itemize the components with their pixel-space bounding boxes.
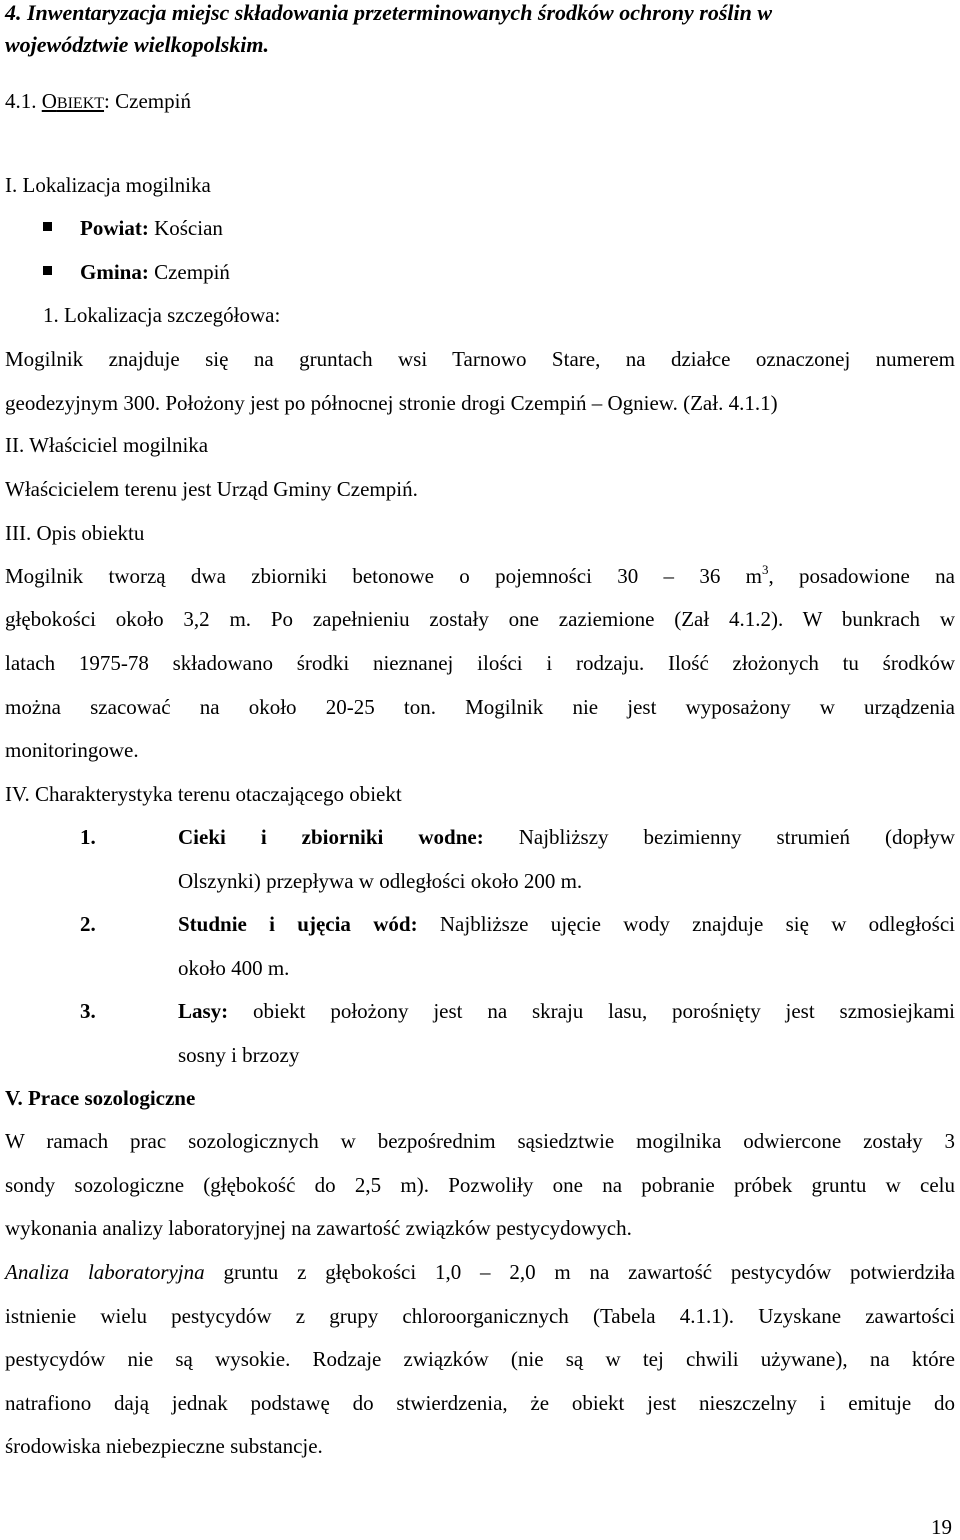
section-1-title: I. Lokalizacja mogilnika xyxy=(5,173,211,197)
gmina-value: Czempiń xyxy=(154,260,230,284)
desc-line3: latach 1975-78 składowano środki nieznanej ilości i rodzaju. Ilość złożonych tu środków xyxy=(5,651,955,675)
detail-title: 1. Lokalizacja szczegółowa: xyxy=(43,303,281,327)
item-2-line1: Studnie i ujęcia wód: Najbliższe ujęcie wody znajduje się w odległości xyxy=(178,912,955,936)
powiat-value: Kościan xyxy=(154,216,223,240)
item-3-line1: Lasy: obiekt położony jest na skraju lasu, porośnięty jest szmosiejkami xyxy=(178,999,955,1023)
section-4-title: IV. Charakterystyka terenu otaczającego obiekt xyxy=(5,782,402,806)
item-2-number: 2. xyxy=(80,912,96,936)
section-heading-line1: 4. Inwentaryzacja miejsc składowania przeterminowanych środków ochrony roślin w xyxy=(5,0,773,25)
works-p2-line4: natrafiono dają jednak podstawę do stwierdzenia, że obiekt jest nieszczelny i emituje do xyxy=(5,1391,955,1415)
powiat-label: Powiat: xyxy=(80,216,149,240)
bullet-icon xyxy=(43,266,52,275)
detail-line2: geodezyjnym 300. Położony jest po północnej stronie drogi Czempiń – Ogniew. (Zał. 4.1.1) xyxy=(5,391,778,415)
object-name: Czempiń xyxy=(115,89,191,113)
object-number: 4.1. xyxy=(5,89,37,113)
item-1-line1: Cieki i zbiorniki wodne: Najbliższy bezimienny strumień (dopływ xyxy=(178,825,955,849)
powiat-row xyxy=(80,215,223,241)
item-2-line2: około 400 m. xyxy=(178,956,290,980)
item-1-number: 1. xyxy=(80,825,96,849)
gmina-row xyxy=(80,259,230,285)
object-heading: 4.1. OBIEKT: Czempiń xyxy=(5,89,191,113)
detail-line1: Mogilnik znajduje się na gruntach wsi Tarnowo Stare, na działce oznaczonej numerem xyxy=(5,347,955,371)
page-number: 19 xyxy=(931,1515,952,1539)
item-1-line2: Olszynki) przepływa w odległości około 200 m. xyxy=(178,869,583,893)
section-heading-line2: województwie wielkopolskim. xyxy=(5,32,270,57)
item-3-number: 3. xyxy=(80,999,96,1023)
owner-text: Właścicielem terenu jest Urząd Gminy Czempiń. xyxy=(5,477,418,501)
section-2-title: II. Właściciel mogilnika xyxy=(5,433,209,457)
desc-line5: monitoringowe. xyxy=(5,738,139,762)
superscript: 3 xyxy=(761,562,769,577)
works-p1-line1: W ramach prac sozologicznych w bezpośrednim sąsiedztwie mogilnika odwiercone zostały 3 xyxy=(5,1129,955,1153)
desc-line2: głębokości około 3,2 m. Po zapełnieniu zostały one zaziemione (Zał 4.1.2). W bunkrach w xyxy=(5,607,955,631)
bullet-icon xyxy=(43,222,52,231)
object-label: OBIEKT xyxy=(41,89,105,113)
gmina-label: Gmina: xyxy=(80,260,149,284)
works-p1-line3: wykonania analizy laboratoryjnej na zawartość związków pestycydowych. xyxy=(5,1216,632,1240)
works-p2-line1: Analiza laboratoryjna gruntu z głębokości 1,0 – 2,0 m na zawartość pestycydów potwierdziła xyxy=(5,1260,956,1284)
works-p1-line2: sondy sozologiczne (głębokość do 2,5 m). Pozwoliły one na pobranie próbek gruntu w celu xyxy=(5,1173,955,1197)
desc-line4: można szacować na około 20-25 ton. Mogilnik nie jest wyposażony w urządzenia xyxy=(5,695,955,719)
item-3-line2: sosny i brzozy xyxy=(178,1043,300,1067)
works-p2-line5: środowiska niebezpieczne substancje. xyxy=(5,1434,323,1458)
section-3-title: III. Opis obiektu xyxy=(5,521,145,545)
works-p2-line3: pestycydów nie są wysokie. Rodzaje związków (nie są w tej chwili używane), na które xyxy=(5,1347,955,1371)
section-5-title: V. Prace sozologiczne xyxy=(5,1086,196,1110)
desc-line1: Mogilnik tworzą dwa zbiorniki betonowe o pojemności 30 – 36 $m^3$, posadowione na xyxy=(5,562,955,588)
works-p2-line2: istnienie wielu pestycydów z grupy chloroorganicznych (Tabela 4.1.1). Uzyskane zawartości xyxy=(5,1304,955,1328)
